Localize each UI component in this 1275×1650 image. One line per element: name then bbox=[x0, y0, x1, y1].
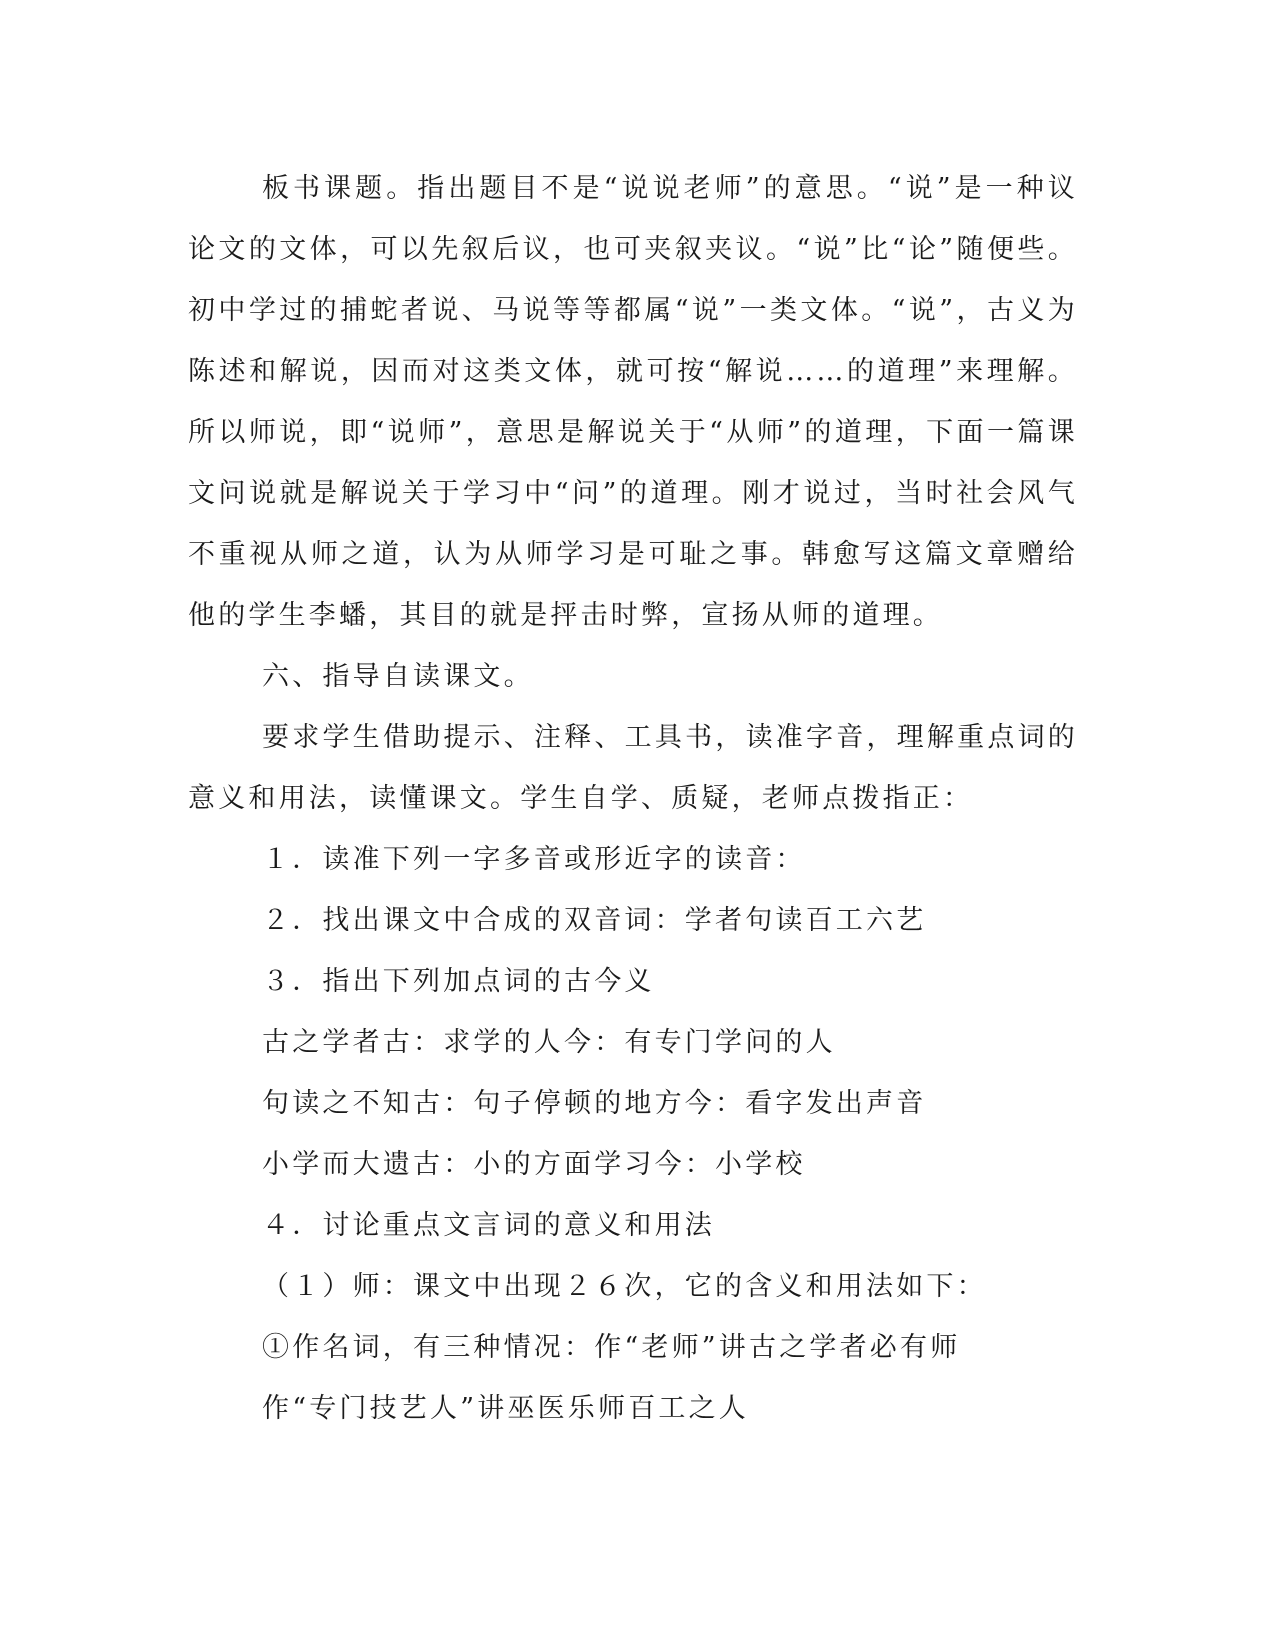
section-heading: 六、指导自读课文。 bbox=[262, 661, 534, 692]
example-line-1: 古之学者古：求学的人今：有专门学问的人 bbox=[262, 1027, 836, 1058]
instruction-paragraph: 要求学生借助提示、注释、工具书，读准字音，理解重点词的意义和用法，读懂课文。学生自学、质疑，老师点拨指正： bbox=[188, 722, 1078, 814]
document-body bbox=[188, 158, 1078, 1439]
list-item-4: ４．讨论重点文言词的意义和用法 bbox=[262, 1210, 715, 1241]
list-item-2: ２．找出课文中合成的双音词：学者句读百工六艺 bbox=[262, 905, 927, 936]
sub-item-1: （１）师：课文中出现２６次，它的含义和用法如下： bbox=[262, 1271, 987, 1302]
circled-item-1-continued: 作“专门技艺人”讲巫医乐师百工之人 bbox=[262, 1393, 750, 1424]
list-item-3: ３．指出下列加点词的古今义 bbox=[262, 966, 655, 997]
example-line-2: 句读之不知古：句子停顿的地方今：看字发出声音 bbox=[262, 1088, 927, 1119]
example-line-3: 小学而大遗古：小的方面学习今：小学校 bbox=[262, 1149, 806, 1180]
list-item-1: １．读准下列一字多音或形近字的读音： bbox=[262, 844, 806, 875]
intro-paragraph: 板书课题。指出题目不是“说说老师”的意思。“说”是一种议论文的文体，可以先叙后议，也可夹叙夹议。“说”比“论”随便些。初中学过的捕蛇者说、马说等等都属“说”一类文体。“说”，古义为陈述和解说，因而对这类文体，就可按“解说……的道理”来理解。所以师说，即“说师”，意思是解说关于“从师”的道理，下面一篇课文问说就是解说关于学习中“问”的道理。刚才说过，当时社会风气不重视从师之道，认为从师学习是可耻之事。韩愈写这篇文章赠给他的学生李蟠，其目的就是抨击时弊，宣扬从师的道理。 bbox=[188, 173, 1078, 631]
circled-item-1: ①作名词，有三种情况：作“老师”讲古之学者必有师 bbox=[262, 1332, 961, 1363]
